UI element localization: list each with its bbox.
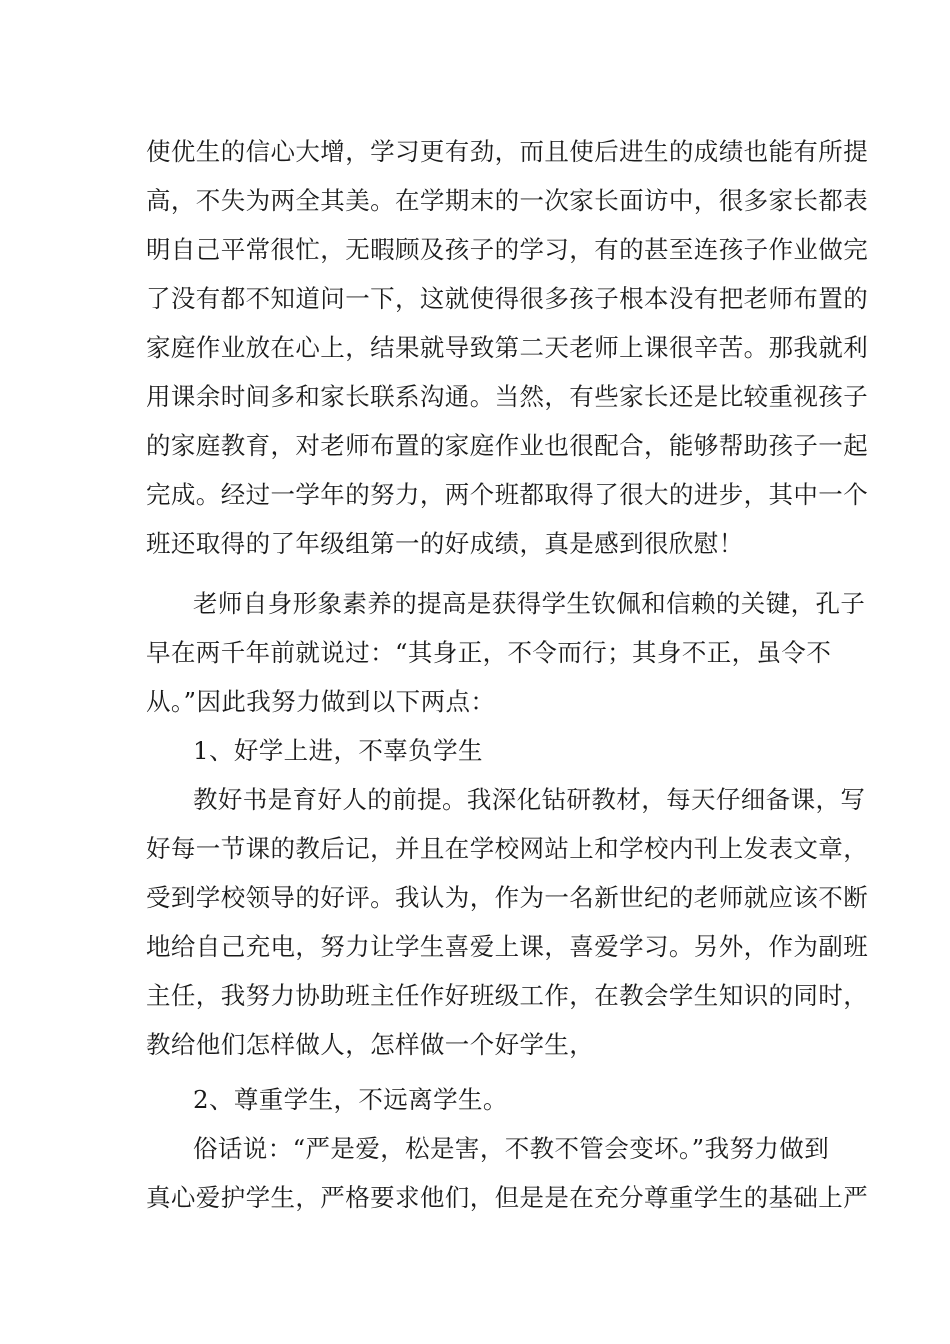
section-heading-1: 1、好学上进，不辜负学生	[193, 736, 483, 765]
text-line: 受到学校领导的好评。我认为，作为一名新世纪的老师就应该不断	[146, 883, 869, 912]
text-line: 主任，我努力协助班主任作好班级工作，在教会学生知识的同时，	[146, 981, 869, 1010]
section-heading-2: 2、尊重学生，不远离学生。	[193, 1085, 508, 1114]
text-line: 从。”因此我努力做到以下两点：	[146, 687, 496, 716]
text-line: 完成。经过一学年的努力，两个班都取得了很大的进步，其中一个	[146, 480, 869, 509]
paragraph-first-line: 教好书是育好人的前提。我深化钻研教材，每天仔细备课，写	[193, 785, 866, 814]
text-line: 家庭作业放在心上，结果就导致第二天老师上课很辛苦。那我就利	[146, 333, 869, 362]
text-line: 教给他们怎样做人，怎样做一个好学生，	[146, 1030, 595, 1059]
paragraph-first-line: 老师自身形象素养的提高是获得学生钦佩和信赖的关键，孔子	[193, 589, 866, 618]
text-line: 班还取得的了年级组第一的好成绩，真是感到很欣慰！	[146, 529, 744, 558]
text-line: 真心爱护学生，严格要求他们，但是是在充分尊重学生的基础上严	[146, 1183, 869, 1212]
text-line: 高，不失为两全其美。在学期末的一次家长面访中，很多家长都表	[146, 186, 869, 215]
text-line: 早在两千年前就说过：“其身正，不令而行；其身不正，虽令不	[146, 638, 832, 667]
text-line: 了没有都不知道问一下，这就使得很多孩子根本没有把老师布置的	[146, 284, 869, 313]
text-line: 地给自己充电，努力让学生喜爱上课，喜爱学习。另外，作为副班	[146, 932, 869, 961]
text-line: 用课余时间多和家长联系沟通。当然，有些家长还是比较重视孩子	[146, 382, 869, 411]
text-line: 好每一节课的教后记，并且在学校网站上和学校内刊上发表文章，	[146, 834, 869, 863]
text-line: 明自己平常很忙，无暇顾及孩子的学习，有的甚至连孩子作业做完	[146, 235, 869, 264]
text-line: 使优生的信心大增，学习更有劲，而且使后进生的成绩也能有所提	[146, 137, 869, 166]
paragraph-first-line: 俗话说：“严是爱，松是害，不教不管会变坏。”我努力做到	[193, 1134, 830, 1163]
text-line: 的家庭教育，对老师布置的家庭作业也很配合，能够帮助孩子一起	[146, 431, 869, 460]
